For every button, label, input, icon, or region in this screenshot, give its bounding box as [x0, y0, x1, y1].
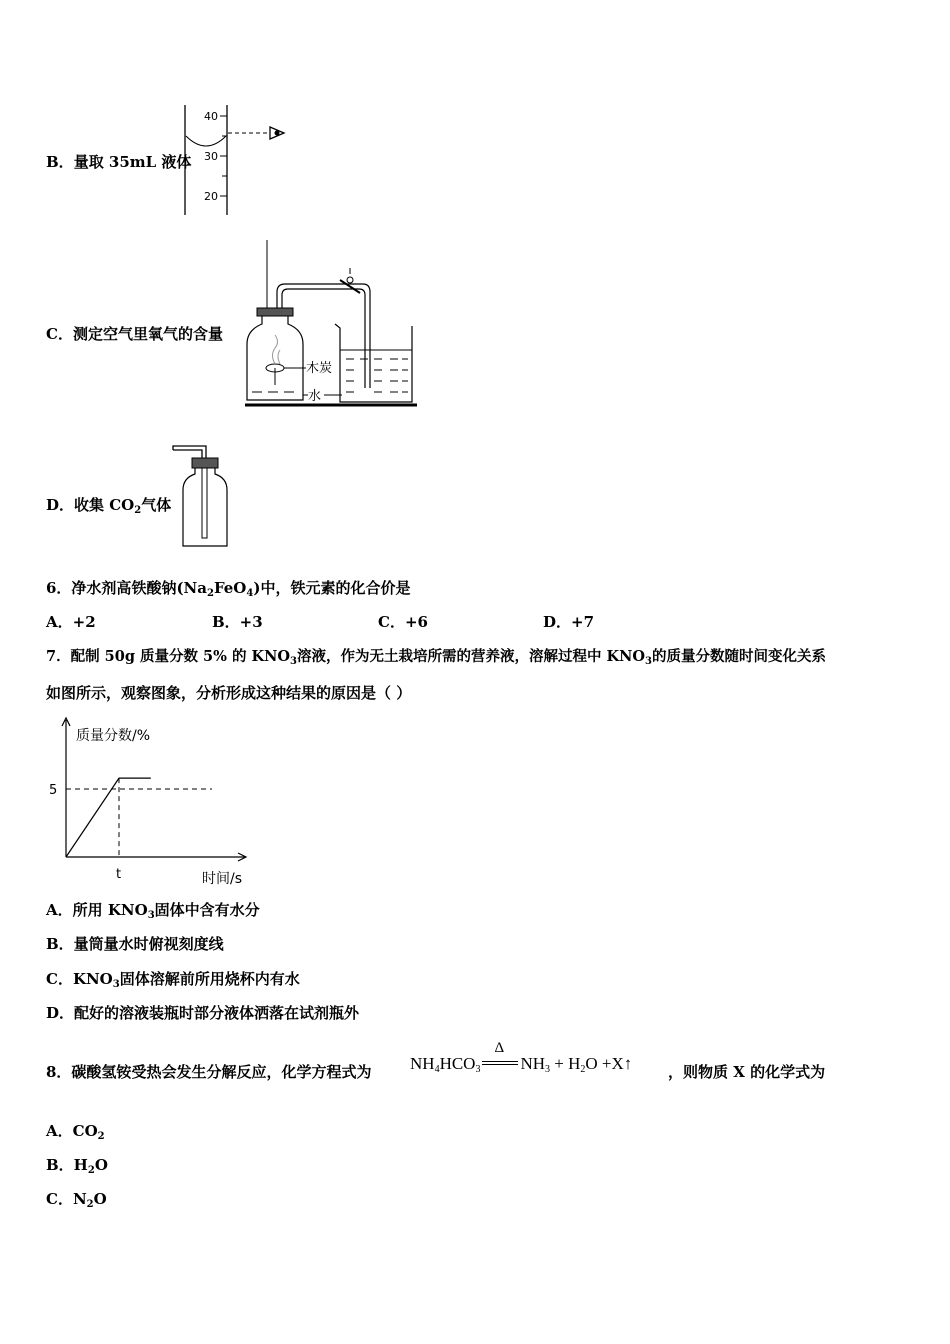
eq-left2: HCO — [439, 1054, 476, 1073]
option-d-prev — [46, 495, 171, 515]
series-line — [66, 778, 151, 857]
q7-option-b[interactable]: B．量筒量水时俯视刻度线 — [46, 935, 224, 953]
y-tick-5: 5 — [49, 783, 58, 798]
q6-text-pre: 6．净水剂高铁酸钠(Na — [46, 579, 207, 597]
q7-option-a[interactable] — [46, 900, 260, 920]
eq-right3: O +X↑ — [585, 1054, 633, 1073]
q6-option-d[interactable]: D．+7 — [543, 613, 595, 631]
q7-option-a-pre: A．所用 KNO — [46, 901, 148, 919]
q7-option-a-post: 固体中含有水分 — [154, 901, 260, 919]
question-8 — [46, 1062, 371, 1082]
q7-option-c-pre: C．KNO — [46, 970, 113, 988]
cylinder-label-30: 30 — [204, 150, 218, 163]
cylinder-label-40: 40 — [204, 110, 218, 123]
q7-text-mid: 溶液，作为无土栽培所需的营养液，溶解过程中 KNO — [296, 648, 646, 665]
subscript: 3 — [545, 1064, 551, 1075]
x-axis-label: 时间/s — [202, 871, 243, 887]
equation-arrow — [482, 1040, 518, 1072]
q8-text-post: ，则物质 X 的化学式为 — [668, 1063, 826, 1081]
option-b-prev — [46, 152, 191, 172]
q8-option-b[interactable] — [46, 1155, 108, 1175]
subscript: 2 — [206, 588, 214, 599]
oxygen-apparatus-figure — [240, 240, 420, 410]
q7-option-c[interactable] — [46, 969, 300, 989]
measuring-cylinder-figure — [180, 100, 290, 220]
label-water: 水 — [308, 389, 322, 404]
subscript: 3 — [290, 656, 297, 667]
chemical-equation — [410, 1040, 633, 1075]
question-6 — [46, 578, 410, 598]
subscript: 3 — [112, 979, 120, 990]
q7-text-pre: 7．配制 50g 质量分数 5% 的 KNO — [46, 648, 290, 665]
q8-option-a-pre: A．CO — [46, 1122, 98, 1140]
gas-bottle-figure — [170, 440, 240, 555]
q8-option-a[interactable] — [46, 1121, 105, 1141]
q7-text-post: 的质量分数随时间变化关系 — [651, 648, 826, 665]
option-text: 量取 35mL 液体 — [73, 153, 192, 171]
eq-right1: NH — [520, 1054, 546, 1073]
q8-option-b-pre: B．H — [46, 1156, 88, 1174]
option-letter: D． — [46, 496, 75, 514]
q8-option-c-post: O — [93, 1190, 107, 1208]
subscript: 2 — [86, 1199, 94, 1210]
option-letter: C． — [46, 325, 73, 343]
subscript: 4 — [246, 588, 254, 599]
cylinder-label-20: 20 — [204, 190, 218, 203]
option-letter: B． — [46, 153, 74, 171]
subscript: 2 — [134, 505, 142, 516]
q6-option-b[interactable]: B．+3 — [212, 613, 263, 631]
q7-option-d[interactable]: D．配好的溶液装瓶时部分液体洒落在试剂瓶外 — [46, 1004, 360, 1022]
subscript: 2 — [87, 1165, 95, 1176]
option-text-post: 气体 — [141, 496, 172, 514]
subscript: 3 — [645, 656, 652, 667]
q6-option-a[interactable]: A．+2 — [46, 613, 96, 631]
subscript: 3 — [147, 910, 155, 921]
q6-option-c[interactable]: C．+6 — [378, 613, 428, 631]
x-tick-t: t — [116, 867, 122, 882]
q8-option-c[interactable] — [46, 1189, 107, 1209]
q6-text-post: )中，铁元素的化合价是 — [253, 579, 411, 597]
question-7-line1 — [46, 647, 826, 667]
q8-option-b-post: O — [94, 1156, 108, 1174]
y-axis-label: 质量分数/% — [76, 728, 151, 744]
eye-icon — [270, 127, 284, 139]
option-text: 测定空气里氧气的含量 — [72, 325, 223, 343]
q6-text-mid: FeO — [213, 579, 247, 597]
mass-fraction-chart — [40, 712, 260, 892]
q7-option-c-post: 固体溶解前所用烧杯内有水 — [119, 970, 300, 988]
subscript: 3 — [475, 1064, 481, 1075]
option-text-pre: 收集 CO — [74, 496, 135, 514]
eq-right2: + H — [550, 1054, 581, 1073]
question-7-line2: 如图所示，观察图象，分析形成这种结果的原因是（ ） — [46, 684, 412, 702]
eq-condition: Δ — [494, 1040, 505, 1056]
eq-left: NH — [410, 1054, 435, 1073]
subscript: 2 — [97, 1131, 105, 1142]
label-charcoal: 木炭 — [306, 361, 333, 376]
option-c-prev — [46, 324, 223, 344]
subscript: 4 — [434, 1064, 440, 1075]
subscript: 2 — [580, 1064, 586, 1075]
q8-text-pre: 8．碳酸氢铵受热会发生分解反应，化学方程式为 — [46, 1063, 372, 1081]
q8-option-c-pre: C．N — [46, 1190, 87, 1208]
